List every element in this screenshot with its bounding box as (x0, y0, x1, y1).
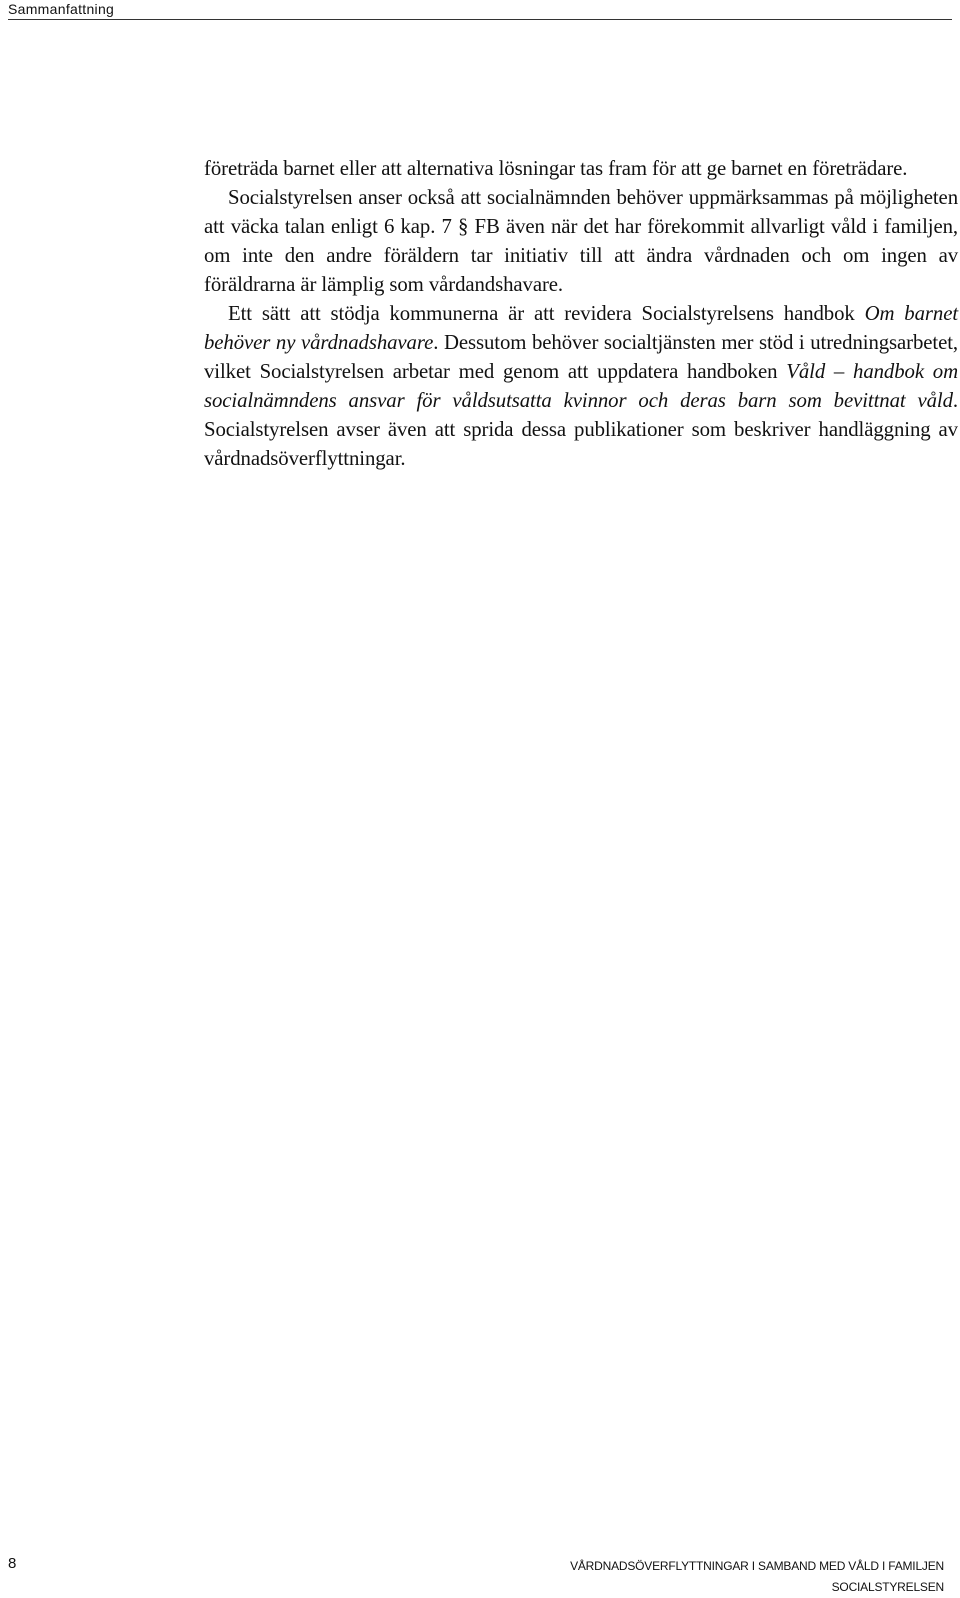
page-number: 8 (8, 1555, 17, 1572)
paragraph-3-text-a: Ett sätt att stödja kommunerna är att revidera Socialstyrelsens handbok (228, 302, 865, 325)
paragraph-3-text-c: . Dessutom behöver socialtjänsten mer stöd i utredningsarbetet, vilket Socialstyrelsen arbetar med genom att uppdatera handboken (204, 331, 959, 383)
paragraph-2: Socialstyrelsen anser också att socialnämnden behöver uppmärksammas på möjligheten att väcka talan enligt 6 kap. 7 § FB även när det har förekommit allvarligt våld i familjen, om inte den andre föräldern tar initiativ till att ändra vårdnaden och om ingen av föräldrarna är lämplig som vårdandshavare. (204, 186, 958, 296)
handbook-title-1: Om barnet behöver ny vårdnadshavare (204, 302, 959, 354)
body-text (204, 154, 958, 473)
publisher: SOCIALSTYRELSEN (831, 1580, 944, 1594)
paragraph-3-text-e: . Socialstyrelsen avser även att sprida dessa publikationer som beskriver handläggning av vårdnadsöverflyttningar. (204, 389, 958, 470)
handbook-title-2: Våld – handbok om socialnämndens ansvar för våldsutsatta kvinnor och deras barn som bevittnat våld (204, 360, 958, 412)
paragraph-3 (204, 299, 958, 473)
footer-info (570, 1556, 944, 1598)
paragraph-1: företräda barnet eller att alternativa lösningar tas fram för att ge barnet en företrädare. (204, 157, 908, 180)
running-header (8, 0, 952, 20)
section-title: Sammanfattning (8, 1, 115, 17)
report-title: VÅRDNADSÖVERFLYTTNINGAR I SAMBAND MED VÅLD I FAMILJEN (570, 1559, 944, 1573)
